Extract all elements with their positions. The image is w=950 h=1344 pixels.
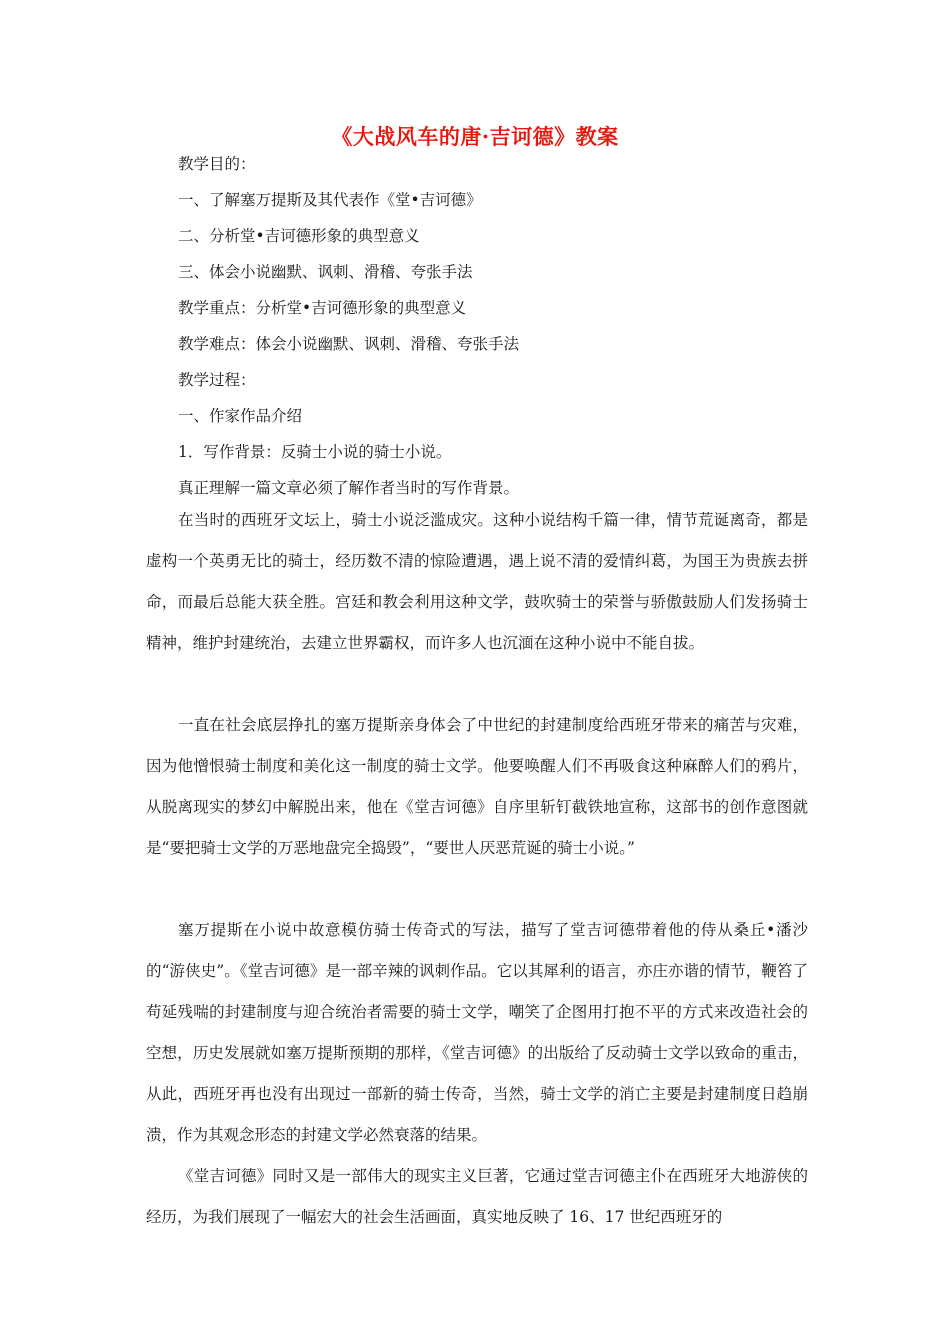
document-title: 《大战风车的唐·吉诃德》教案 [331,124,619,149]
text-line-goal-2: 二、分析堂•吉诃德形象的典型意义 [178,227,420,245]
text-line-understanding: 真正理解一篇文章必须了解作者当时的写作背景。 [178,479,520,497]
text-line-teaching-goals: 教学目的： [178,155,256,173]
text-line-goal-3: 三、体会小说幽默、讽刺、滑稽、夸张手法 [178,263,473,281]
text-line-process: 教学过程： [178,371,256,389]
body-paragraph-4: 《堂吉诃德》同时又是一部伟大的现实主义巨著，它通过堂吉诃德主仆在西班牙大地游侠的经历，为我们展现了一幅宏大的社会生活画面，真实地反映了 16、17 世纪西班牙的 [146,1167,808,1226]
text-line-section-1: 一、作家作品介绍 [178,407,303,425]
text-line-difficulty: 教学难点：体会小说幽默、讽刺、滑稽、夸张手法 [178,335,520,353]
body-paragraph-1: 在当时的西班牙文坛上，骑士小说泛滥成灾。这种小说结构千篇一律，情节荒诞离奇，都是虚构一个英勇无比的骑士，经历数不清的惊险遭遇，遇上说不清的爱情纠葛，为国王为贵族去拼命，而最后总能大获全胜。宫廷和教会利用这种文学，鼓吹骑士的荣誉与骄傲鼓励人们发扬骑士精神，维护封建统治，去建立世界霸权，而许多人也沉湎在这种小说中不能自拔。 [146,511,808,652]
text-line-background: 1．写作背景：反骑士小说的骑士小说。 [178,443,452,461]
body-paragraph-3: 塞万提斯在小说中故意模仿骑士传奇式的写法，描写了堂吉诃德带着他的侍从桑丘•潘沙的“游侠史”。《堂吉诃德》是一部辛辣的讽刺作品。它以其犀利的语言，亦庄亦谐的情节，鞭笞了苟延残喘的封建制度与迎合统治者需要的骑士文学，嘲笑了企图用打抱不平的方式来改造社会的空想，历史发展就如塞万提斯预期的那样，《堂吉诃德》的出版给了反动骑士文学以致命的重击，从此，西班牙再也没有出现过一部新的骑士传奇，当然，骑士文学的消亡主要是封建制度日趋崩溃，作为其观念形态的封建文学必然衰落的结果。 [146,921,808,1144]
text-line-key-point: 教学重点：分析堂•吉诃德形象的典型意义 [178,299,467,317]
text-line-goal-1: 一、了解塞万提斯及其代表作《堂•吉诃德》 [178,191,482,209]
body-paragraph-2: 一直在社会底层挣扎的塞万提斯亲身体会了中世纪的封建制度给西班牙带来的痛苦与灾难，因为他憎恨骑士制度和美化这一制度的骑士文学。他要唤醒人们不再吸食这种麻醉人们的鸦片，从脱离现实的梦幻中解脱出来，他在《堂吉诃德》自序里斩钉截铁地宣称，这部书的创作意图就是“要把骑士文学的万恶地盘完全捣毁”，“要世人厌恶荒诞的骑士小说。” [146,716,808,857]
